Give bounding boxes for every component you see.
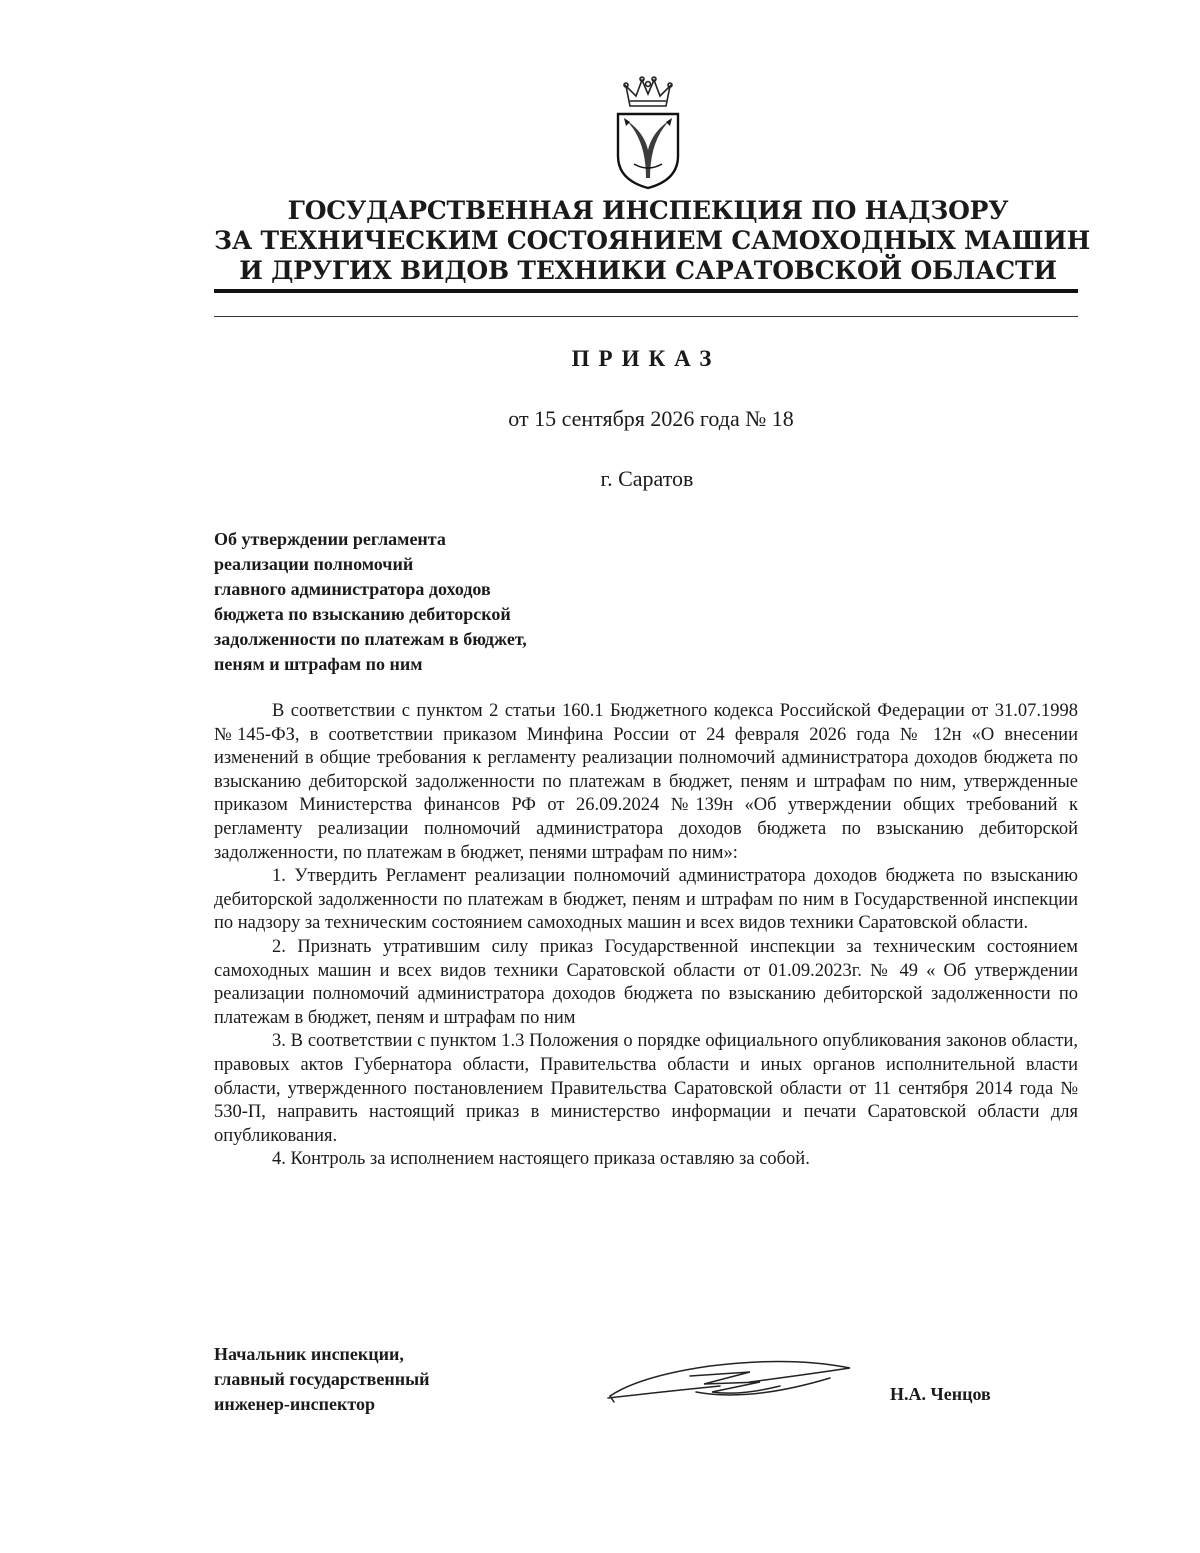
organization-name-line-1: ГОСУДАРСТВЕННАЯ ИНСПЕКЦИЯ ПО НАДЗОРУ — [287, 196, 1009, 225]
preamble-paragraph: В соответствии с пунктом 2 статьи 160.1 Бюджетного кодекса Российской Федерации от 31.07.1998 №145-ФЗ, в соответствии приказом Минфина России от 24 февраля 2026 года № 12н «О внесении изменений в общие требования к регламенту реализации полномочий администратора доходов бюджета по взысканию дебиторской задолженности по платежам в бюджет, пеням и штрафам по ним, утвержденные приказом Министерства финансов РФ от 26.09.2024 №139н «Об утверждении общих требований к регламенту реализации полномочий администратора доходов бюджета по взысканию дебиторской задолженности, по платежам в бюджет, пенями штрафам по ним»: — [214, 701, 1078, 863]
signer-name: Н.А. Ченцов — [890, 1384, 991, 1404]
signer-title-line: главный государственный — [214, 1369, 430, 1389]
handwritten-signature-icon — [600, 1352, 860, 1412]
subject-line: реализации полномочий — [214, 554, 414, 574]
subject-line: пеням и штрафам по ним — [214, 654, 423, 674]
document-body — [214, 700, 1078, 1172]
signer-title-line: инженер-инспектор — [214, 1394, 375, 1414]
coat-of-arms-icon — [612, 74, 684, 192]
document-type-title: ПРИКАЗ — [571, 346, 721, 371]
signer-title-line: Начальник инспекции, — [214, 1344, 404, 1364]
document-date-number: от 15 сентября 2026 года № 18 — [508, 406, 794, 431]
order-item-1: 1. Утвердить Регламент реализации полномочий администратора доходов бюджета по взысканию дебиторской задолженности по платежам в бюджет, пеням и штрафам по ним в Государственной инспекции по надзору за техническим состоянием самоходных машин и всех видов техники Саратовской области. — [214, 866, 1078, 934]
order-item-2: 2. Признать утратившим силу приказ Государственной инспекции за техническим состоянием самоходных машин и всех видов техники Саратовской области от 01.09.2023г. № 49 « Об утверждении реализации полномочий администратора доходов бюджета по взысканию дебиторской задолженности по платежам в бюджет, пеням и штрафам по ним — [214, 936, 1078, 1028]
organization-name-line-2: ЗА ТЕХНИЧЕСКИМ СОСТОЯНИЕМ САМОХОДНЫХ МАШИН — [214, 226, 1091, 255]
subject-line: задолженности по платежам в бюджет, — [214, 629, 527, 649]
header-divider-thick — [214, 289, 1078, 293]
order-item-4: 4. Контроль за исполнением настоящего приказа оставляю за собой. — [272, 1149, 810, 1170]
document-subject — [214, 527, 634, 677]
subject-line: Об утверждении регламента — [214, 529, 446, 549]
subject-line: главного администратора доходов — [214, 579, 491, 599]
header-divider-thin — [214, 316, 1078, 317]
signer-title — [214, 1342, 544, 1417]
subject-line: бюджета по взысканию дебиторской — [214, 604, 511, 624]
document-city: г. Саратов — [600, 466, 694, 491]
order-item-3: 3. В соответствии с пунктом 1.3 Положения о порядке официального опубликования законов области, правовых актов Губернатора области, Правительства области и иных органов исполнительной власти области, утвержденного постановлением Правительства Саратовской области от 11 сентября 2014 года № 530-П, направить настоящий приказ в министерство информации и печати Саратовской области для опубликования. — [214, 1031, 1078, 1146]
organization-name-line-3: И ДРУГИХ ВИДОВ ТЕХНИКИ САРАТОВСКОЙ ОБЛАСТИ — [239, 256, 1057, 285]
organization-header — [214, 196, 1091, 286]
